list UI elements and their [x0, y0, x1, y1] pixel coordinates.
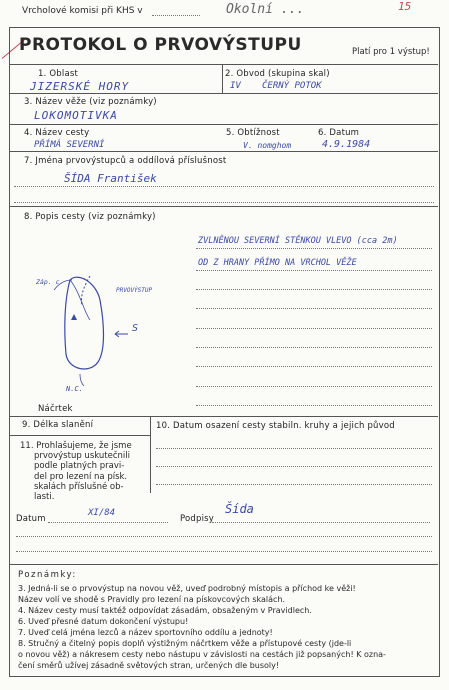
field-2-value: ČERNÝ POTOK: [262, 81, 322, 91]
field-6-label: 6. Datum: [318, 128, 360, 138]
declaration-text: 11. Prohlašujeme, že jsme prvovýstup uskutečnili podle platných pravi- del pro lezení na písk. skalách příslušné ob- lasti.: [20, 441, 132, 503]
sketch-ascent-label: PRVOVÝSTUP: [116, 287, 153, 294]
stamp-handwriting: Okolní ...: [226, 2, 305, 17]
field-7-label: 7. Jména prvovýstupců a oddílová příslušnost: [24, 156, 227, 166]
commission-label: Vrcholové komisi při KHS v: [22, 6, 143, 16]
field-1-value: JIZERSKÉ HORY: [30, 80, 130, 93]
field-4-label: 4. Název cesty: [24, 128, 90, 138]
field-3-label: 3. Název věže (viz poznámky): [24, 97, 157, 107]
field-8-label: 8. Popis cesty (viz poznámky): [24, 212, 156, 222]
sketch-west-label: Záp. c.: [36, 278, 64, 286]
note-line: 3. Jedná-li se o prvovýstup na novou věž, uveď podrobný místopis a příchod ke věži!: [18, 584, 356, 593]
date-value: XI/84: [88, 508, 116, 518]
signature: Šída: [225, 502, 254, 516]
corner-number: 15: [398, 0, 412, 13]
sketch-nc-label: N.C.: [66, 385, 83, 393]
sketch-south-label: S: [132, 323, 139, 334]
note-line: Název volí ve shodě s Pravidly pro lezení na pískovcových skalách.: [18, 595, 286, 604]
field-1-label: 1. Oblast: [38, 69, 79, 79]
sketch-label: Náčrtek: [38, 404, 73, 414]
note-line: 4. Název cesty musí taktéž odpovídat zásadám, obsaženým v Pravidlech.: [18, 606, 312, 615]
signatures-label: Podpisy: [180, 514, 215, 524]
field-2-value-num: IV: [230, 81, 241, 91]
notes-heading: Poznámky:: [18, 570, 77, 580]
note-line: čení směrů užívej zásadně světových stran, určených dle busoly!: [18, 661, 280, 670]
commission-line: [152, 15, 200, 16]
field-5-value: V. nomghom: [243, 141, 292, 150]
field-2-label: 2. Obvod (skupina skal): [225, 69, 330, 79]
field-6-value: 4.9.1984: [322, 139, 371, 150]
note-line: 6. Uveď přesné datum dokončení výstupu!: [18, 617, 189, 626]
route-description-1: ZVLNĚNOU SEVERNÍ STĚNKOU VLEVO (cca 2m): [198, 236, 398, 246]
field-4-value: PŘÍMÁ SEVERNÍ: [34, 140, 105, 150]
note-line: o novou věž) a nákresem cesty nebo nástupu v závislosti na cestách již popsaných! K ozna-: [18, 650, 386, 659]
field-7-value: ŠÍDA František: [64, 172, 157, 185]
form-title: PROTOKOL O PRVOVÝSTUPU: [19, 35, 302, 55]
field-9-label: 9. Délka slanění: [22, 420, 94, 430]
field-3-value: LOKOMOTIVKA: [34, 109, 118, 122]
date-label: Datum: [16, 514, 46, 524]
route-description-2: OD Z HRANY PŘÍMO NA VRCHOL VĚŽE: [198, 258, 357, 268]
note-line: 8. Stručný a čitelný popis doplň výstižným náčrtkem věže a přístupové cesty (jde-li: [18, 639, 352, 648]
field-10-label: 10. Datum osazení cesty stabiln. kruhy a jejich původ: [156, 421, 395, 431]
field-5-label: 5. Obtížnost: [226, 128, 280, 138]
note-line: 7. Uveď celá jména lezců a název sportovního oddílu a jednoty!: [18, 628, 273, 637]
validity-note: Platí pro 1 výstup!: [352, 47, 430, 57]
